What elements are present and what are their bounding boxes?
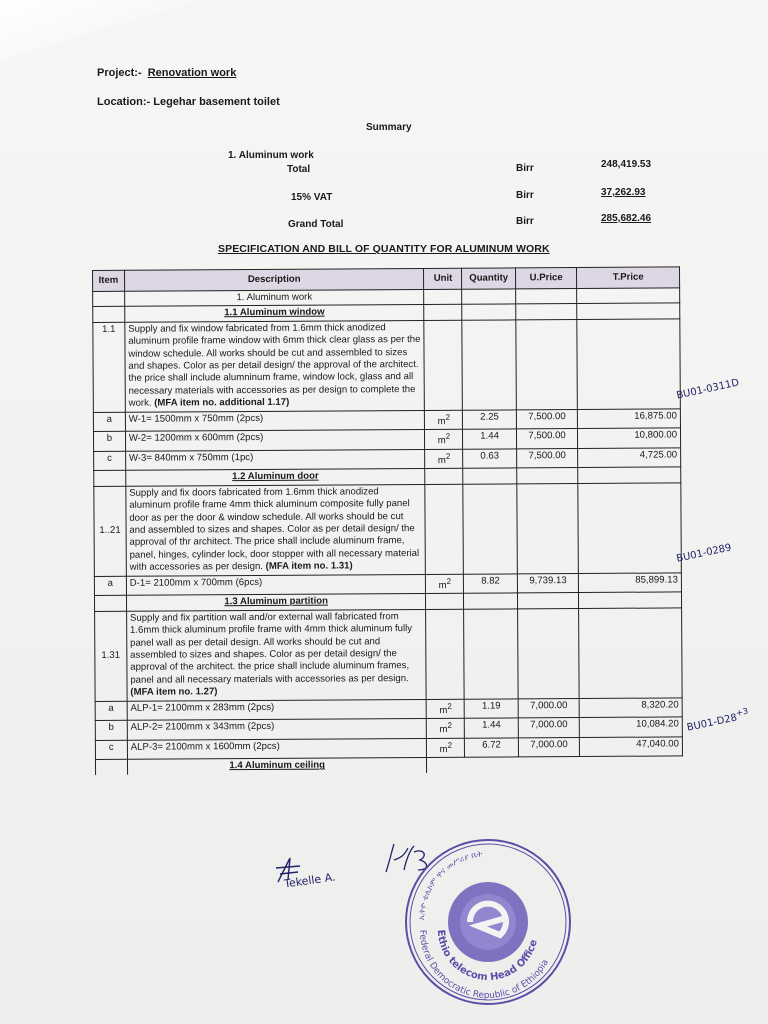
- handwritten-note-1: BU01-0311D: [675, 377, 741, 402]
- table-row: b ALP-2= 2100mm x 343mm (2pcs) $m^2$ 1.44 7,000.00 10,084.20: [95, 717, 682, 740]
- item-code: 1.1: [93, 322, 125, 412]
- spec-row: [93, 319, 681, 412]
- summary-grand-amount: 285,682.46: [601, 213, 652, 224]
- spec-row: [94, 483, 682, 576]
- paper-fold: [0, 0, 200, 60]
- section-title: 1. Aluminum work: [124, 289, 424, 306]
- summary-vat-label: 15% VAT: [291, 192, 333, 203]
- summary-item-title: 1. Aluminum work: [228, 150, 314, 161]
- stamp-amharic-text: ኢትዮ ቴሌኮም ዋና መሥሪያ ቤት: [416, 849, 483, 921]
- subsection-title-window: 1.1 Aluminum window: [125, 305, 425, 322]
- summary-vat-currency: Birr: [516, 190, 534, 201]
- project-line: [97, 67, 236, 79]
- item-code: 1..21: [94, 486, 126, 576]
- summary-vat-amount: 37,262.93: [601, 187, 646, 198]
- location-line: [97, 96, 280, 108]
- handwritten-note-2: BU01-0289: [675, 542, 733, 565]
- subsection-title-ceiling: 1.4 Aluminum ceiling: [127, 758, 427, 775]
- summary-grand-label: Grand Total: [288, 219, 344, 230]
- summary-total-currency: Birr: [516, 163, 534, 174]
- spec-description: Supply and fix doors fabricated from 1.6mm thick anodized aluminum profile frame 4mm thick aluminum composite fully panel door as per the door & window schedule. All works should be cut and assembled to sizes and shapes. Color as per detail design/ the approval of thr architect. The price shall include aluminum frame, panel, hinges, cylinder lock, door stopper with all necessary material with accessories as per design. (MFA item no. 1.31): [126, 484, 426, 576]
- handwritten-note-3: $BU01-D28^{+3}$: [685, 705, 750, 734]
- item-code: 1.31: [95, 611, 127, 701]
- boq-table: [92, 266, 683, 774]
- stamp-inner-text: Ethio telecom Head Office: [434, 929, 540, 984]
- location-value: Legehar basement toilet: [153, 96, 280, 108]
- table-row: a D-1= 2100mm x 700mm (6pcs) $m^2$ 8.82 9,739.13 85,899.13: [94, 573, 681, 596]
- header-description: Description: [124, 268, 424, 291]
- table-row: a ALP-1= 2100mm x 283mm (2pcs) $m^2$ 1.19 7,000.00 8,320.20: [95, 697, 682, 720]
- spec-description: Supply and fix partition wall and/or external wall fabricated from 1.6mm thick aluminum profile frame with 4mm thick aluminum fully panel wall as per detail design. All works should be cut and assembled to sizes and shapes. Color as per detail design/ the approval of the architect. the price shall include aluminum frames, panel and all necessary materials with accessories as per design. (MFA item no. 1.27): [126, 609, 426, 701]
- spec-title: SPECIFICATION AND BILL OF QUANTITY FOR ALUMINUM WORK: [218, 243, 550, 255]
- subsection-title-partition: 1.3 Aluminum partition: [126, 594, 426, 611]
- table-row: c W-3= 840mm x 750mm (1pc) $m^2$ 0.63 7,500.00 4,725.00: [94, 448, 681, 471]
- summary-total-label: Total: [287, 164, 311, 175]
- header-unit: Unit: [424, 268, 462, 289]
- stamp-outer-text: Federal Democratic Republic of Ethiopia: [416, 929, 551, 1002]
- spec-description: Supply and fix window fabricated from 1.6mm thick anodized aluminum profile frame window with 6mm thick clear glass as per the window schedule. All works should be cut and assembled to sizes and shapes. Color as per detail design/ the approval of the architect. the price shall include alumninum frame, window lock, glass and all necessary materials with accessories as per design to complete the work. (MFA item no. additional 1.17): [125, 320, 425, 412]
- project-value: Renovation work: [147, 67, 237, 79]
- table-row: b W-2= 1200mm x 600mm (2pcs) $m^2$ 1.44 7,500.00 10,800.00: [93, 428, 680, 451]
- table-row: a W-1= 1500mm x 750mm (2pcs) $m^2$ 2.25 7,500.00 16,875.00: [93, 409, 680, 432]
- subsection-row: [95, 756, 682, 774]
- table-row: c ALP-3= 2100mm x 1600mm (2pcs) $m^2$ 6.72 7,000.00 47,040.00: [95, 737, 682, 760]
- summary-total-amount: 248,419.53: [601, 159, 652, 170]
- header-quantity: Quantity: [462, 268, 515, 289]
- summary-title: Summary: [366, 122, 412, 133]
- spec-row: [95, 608, 683, 701]
- summary-grand-currency: Birr: [516, 216, 534, 227]
- location-label: Location:-: [97, 96, 151, 108]
- official-stamp: [398, 830, 578, 1010]
- subsection-title-door: 1.2 Aluminum door: [126, 469, 426, 486]
- header-item: Item: [93, 270, 125, 291]
- signature-1: Tekelle A.: [283, 870, 337, 891]
- header-uprice: U.Price: [515, 268, 577, 289]
- header-tprice: T.Price: [577, 267, 680, 289]
- project-label: Project:-: [97, 67, 142, 79]
- signature-mark-icon: [270, 852, 310, 892]
